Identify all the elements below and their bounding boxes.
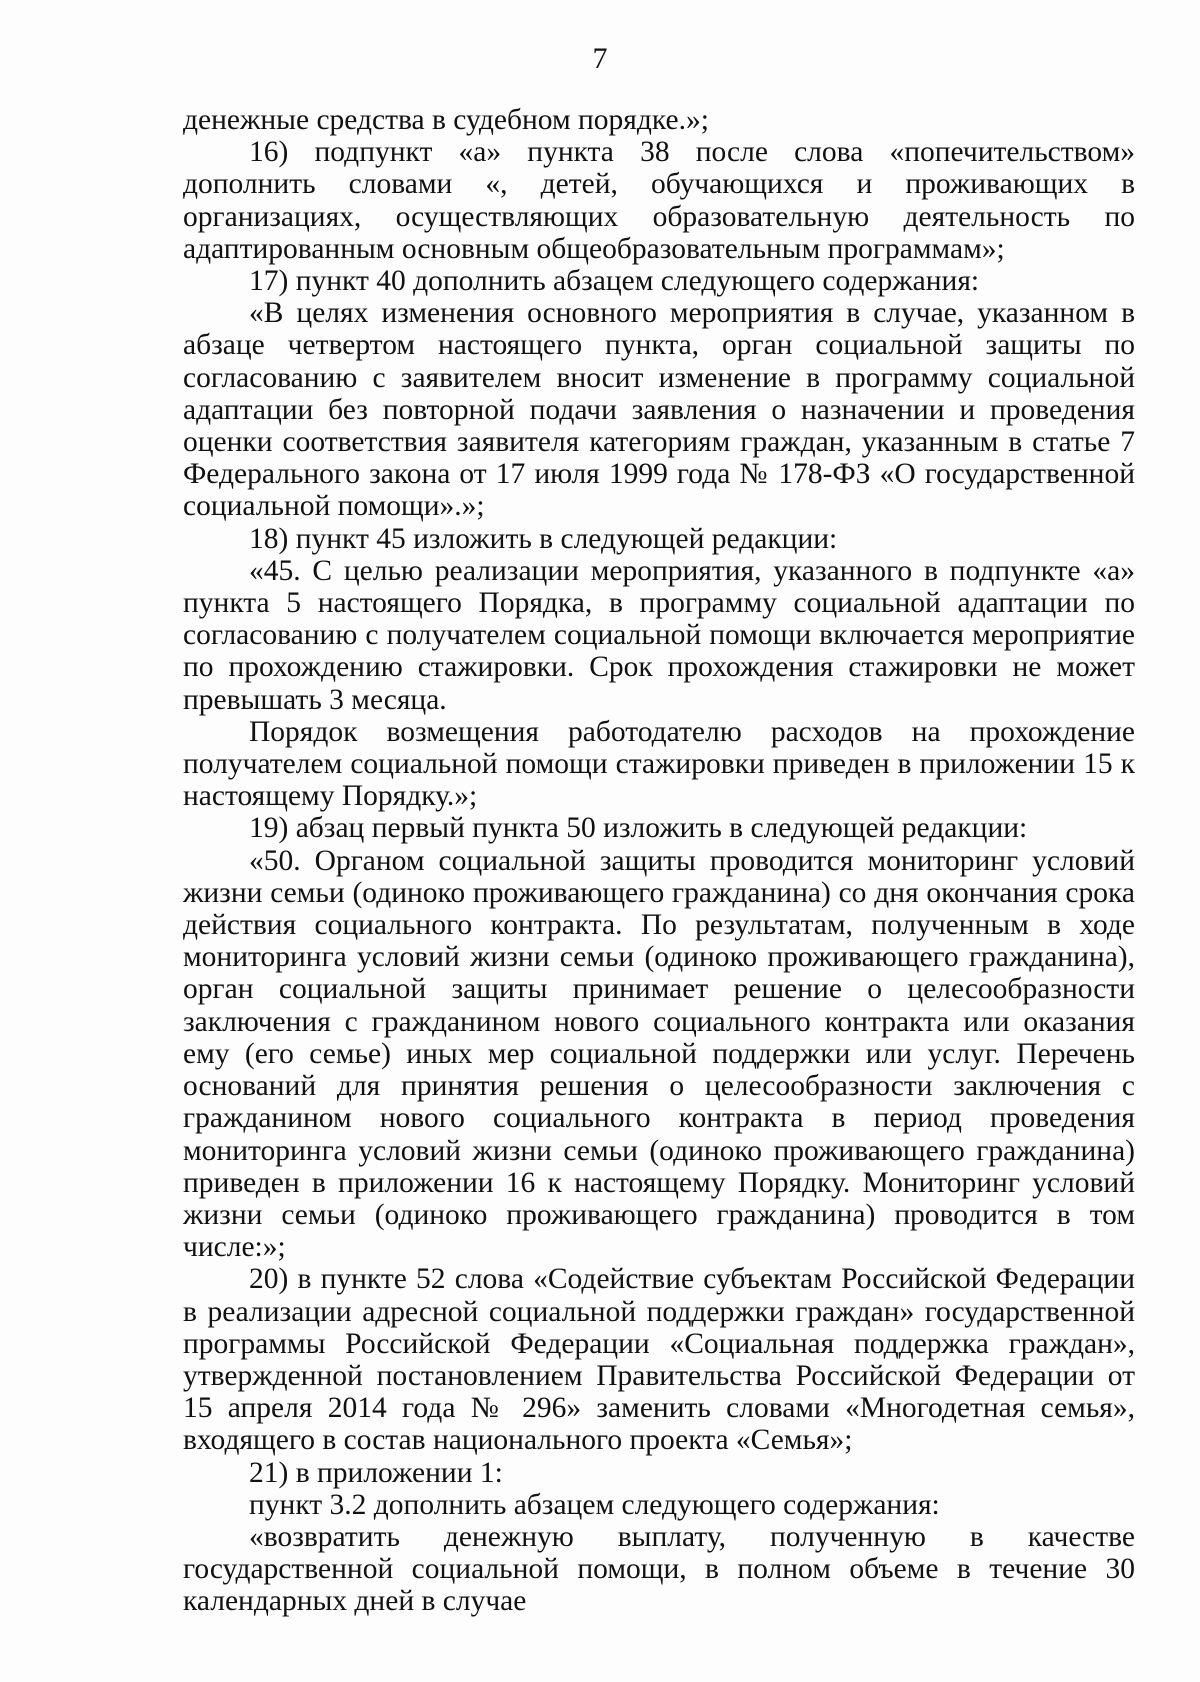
paragraph-item-21: 21) в приложении 1:	[249, 1456, 503, 1489]
paragraph-quote-17: «В целях изменения основного мероприятия в случае, указанном в абзаце четвертом настоящего пункта, орган социальной защиты по согласованию с заявителем вносит изменение в программу социальной адаптации без повторной подачи заявления о назначении и проведения оценки соответствия заявителя категориям граждан, указанным в статье 7 Федерального закона от 17 июля 1999 года № 178-ФЗ «О государственной социальной помощи».»;	[183, 297, 1135, 523]
paragraph-item-19: 19) абзац первый пункта 50 изложить в следующей редакции:	[249, 812, 1028, 845]
paragraph-item-18: 18) пункт 45 изложить в следующей редакции:	[249, 522, 838, 555]
document-body	[183, 104, 1135, 1618]
paragraph-quote-return: «возвратить денежную выплату, полученную в качестве государственной социальной помощи, в полном объеме в течение 30 календарных дней в случае	[183, 1520, 1135, 1618]
paragraph-quote-50: «50. Органом социальной защиты проводится мониторинг условий жизни семьи (одиноко проживающего гражданина) со дня окончания срока действия социального контракта. По результатам, полученным в ходе мониторинга условий жизни семьи (одиноко проживающего гражданина), орган социальной защиты принимает решение о целесообразности заключения с гражданином нового социального контракта или оказания ему (его семье) иных мер социальной поддержки или услуг. Перечень оснований для принятия решения о целесообразности заключения с гражданином нового социального контракта в период проведения мониторинга условий жизни семьи (одиноко проживающего гражданина) приведен в приложении 16 к настоящему Порядку. Мониторинг условий жизни семьи (одиноко проживающего гражданина) проводится в том числе:»;	[183, 844, 1135, 1264]
paragraph-item-20: 20) в пункте 52 слова «Содействие субъектам Российской Федерации в реализации адресной социальной поддержки граждан» государственной программы Российской Федерации «Социальная поддержка граждан», утвержденной постановлением Правительства Российской Федерации от 15 апреля 2014 года № 296» заменить словами «Многодетная семья», входящего в состав национального проекта «Семья»;	[183, 1263, 1135, 1457]
paragraph-procedure: Порядок возмещения работодателю расходов на прохождение получателем социальной помощи стажировки приведен в приложении 15 к настоящему Порядку.»;	[183, 715, 1135, 813]
paragraph-continuation: денежные средства в судебном порядке.»;	[183, 104, 709, 136]
paragraph-quote-45: «45. С целью реализации мероприятия, указанного в подпункте «а» пункта 5 настоящего Порядка, в программу социальной адаптации по согласованию с получателем социальной помощи включается мероприятие по прохождению стажировки. Срок прохождения стажировки не может превышать 3 месяца.	[183, 554, 1135, 716]
paragraph-item-16: 16) подпункт «а» пункта 38 после слова «попечительством» дополнить словами «, детей, обучающихся и проживающих в организациях, осуществляющих образовательную деятельность по адаптированным основным общеобразовательным программам»;	[183, 136, 1135, 265]
paragraph-point-3-2: пункт 3.2 дополнить абзацем следующего содержания:	[249, 1488, 940, 1521]
paragraph-item-17: 17) пункт 40 дополнить абзацем следующего содержания:	[249, 265, 980, 298]
page-number: 7	[592, 42, 608, 75]
